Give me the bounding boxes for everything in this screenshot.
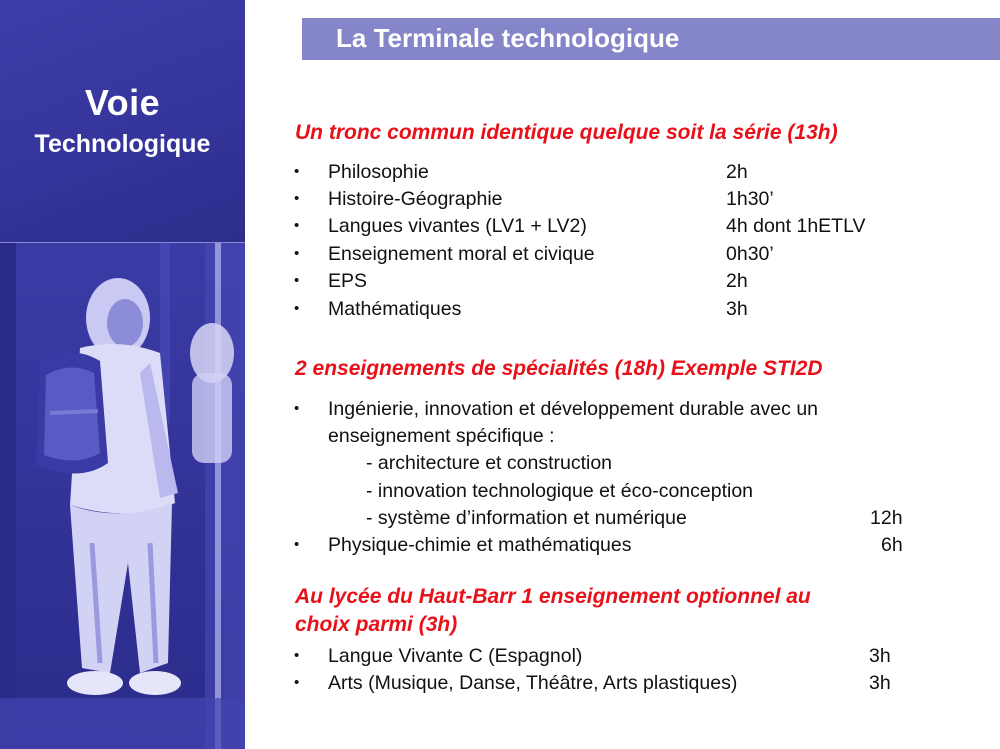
header-bar: [302, 18, 1000, 60]
section-title-optionnel-line2: choix parmi (3h): [295, 613, 458, 636]
list-item-hours: 3h: [869, 645, 891, 667]
list-item-label: Langue Vivante C (Espagnol): [328, 645, 583, 667]
list-item-hours: 3h: [869, 672, 891, 694]
sidebar-title-block: [0, 0, 245, 243]
list-item-hours: 4h dont 1hETLV: [726, 215, 866, 237]
list-item-label: Histoire-Géographie: [328, 188, 503, 210]
list-item-label: Enseignement moral et civique: [328, 243, 595, 265]
sub-item-hours: 12h: [870, 507, 903, 529]
sub-item-label: - innovation technologique et éco-conception: [366, 480, 754, 502]
bullet: •: [294, 300, 300, 317]
bullet: •: [294, 217, 300, 234]
list-item-hours: 3h: [726, 298, 748, 320]
list-item-hours: 2h: [726, 270, 748, 292]
page-title: La Terminale technologique: [336, 23, 680, 53]
list-item-hours: 6h: [881, 534, 903, 556]
list-item-label: Philosophie: [328, 161, 429, 183]
student-photo: [0, 243, 245, 749]
section-title-optionnel-line1: Au lycée du Haut-Barr 1 enseignement optionnel au: [295, 585, 811, 608]
sub-item-label: - système d’information et numérique: [366, 507, 687, 529]
bullet: •: [294, 245, 300, 262]
sub-item-label: - architecture et construction: [366, 452, 613, 474]
list-item-label: Physique-chimie et mathématiques: [328, 534, 632, 556]
sidebar-title-technologique: Technologique: [34, 130, 211, 158]
bullet: •: [294, 400, 300, 417]
list-item-label: EPS: [328, 270, 368, 292]
list-item-label: Mathématiques: [328, 298, 462, 320]
list-item-label: Ingénierie, innovation et développement durable avec un: [328, 398, 819, 420]
list-item-label: enseignement spécifique :: [328, 425, 555, 447]
sidebar-title-voie: Voie: [84, 82, 161, 123]
bullet: •: [294, 190, 300, 207]
bullet: •: [294, 163, 300, 180]
list-item-hours: 1h30’: [726, 188, 774, 210]
bullet: •: [294, 647, 300, 664]
sidebar-panel: [0, 0, 245, 749]
list-item-label: Arts (Musique, Danse, Théâtre, Arts plastiques): [328, 672, 738, 694]
bullet: •: [294, 674, 300, 691]
bullet: •: [294, 272, 300, 289]
section-title-specialites: 2 enseignements de spécialités (18h) Exemple STI2D: [295, 357, 823, 380]
bullet: •: [294, 536, 300, 553]
section-title-tronc-commun: Un tronc commun identique quelque soit la série (13h): [295, 121, 838, 144]
list-item-label: Langues vivantes (LV1 + LV2): [328, 215, 587, 237]
list-item-hours: 0h30’: [726, 243, 774, 265]
list-item-hours: 2h: [726, 161, 748, 183]
